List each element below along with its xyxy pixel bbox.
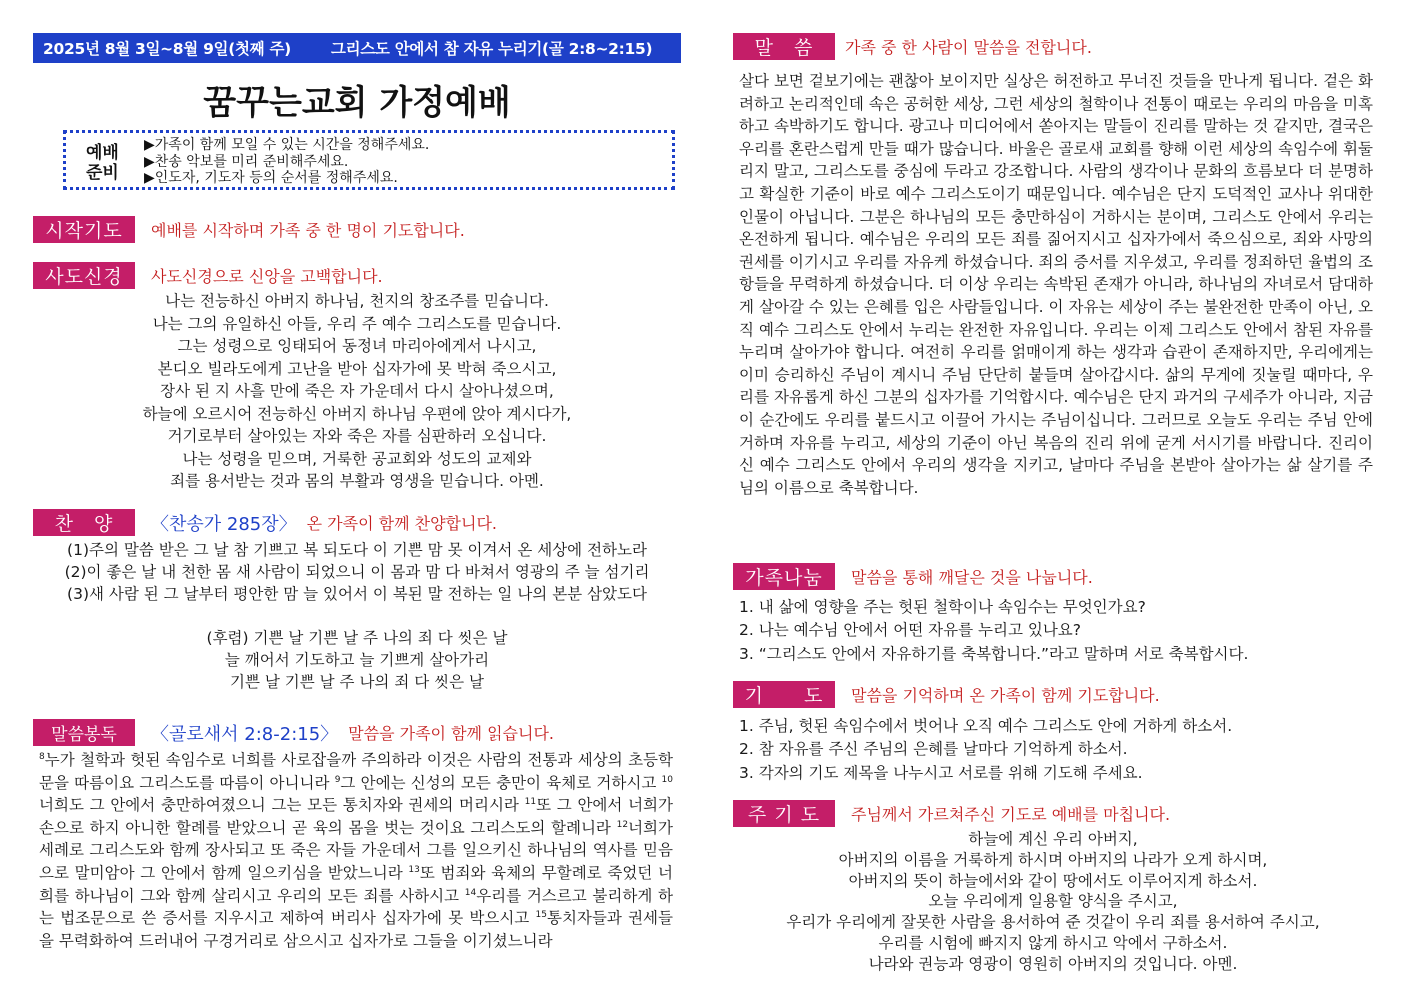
hymn-section — [33, 509, 497, 536]
creed-line: 나는 그의 유일하신 아들, 우리 주 예수 그리스도를 믿습니다. — [152, 314, 562, 333]
date-range: 2025년 8월 3일~8월 9일(첫째 주) — [43, 40, 291, 58]
verse-number: 10 — [661, 774, 673, 785]
prayer-desc: 말씀을 기억하며 온 가족이 함께 기도합니다. — [851, 686, 1160, 705]
page-title: 꿈꾸는교회 가정예배 — [203, 83, 511, 123]
lords-prayer-label: 주 기 도 — [733, 800, 835, 827]
sermon-text: 살다 보면 겉보기에는 괜찮아 보이지만 실상은 허전하고 무너진 것들을 만나게 됩니다. 겉은 화려하고 논리적인데 속은 공허한 세상, 그런 세상의 철학이나 전통이 때로는 우리의 마음을 미혹하고 속박하기도 합니다. 광고나 미디어에서 쏟아지는 말들이 진리를 말하는 것 같지만, 결국은 우리를 혼란스럽게 만들 때가 많습니다. 바울은 골로새 교회를 향해 이런 세상의 속임수에 휘둘리지 말고, 그리스도를 중심에 두라고 강조합니다. 사람의 생각이나 문화의 흐름보다 더 분명하고 확실한 기준이 바로 예수 그리스도이기 때문입니다. 예수님은 단지 도덕적인 교사나 위대한 인물이 아닙니다. 그분은 하나님의 모든 충만하심이 거하시는 분이며, 그리스도 안에서 우리는 온전하게 됩니다. 예수님은 우리의 모든 죄를 짊어지시고 십자가에서 죽으심으로, 죄와 사망의 권세를 이기시고 우리를 자유케 하셨습니다. 죄의 증서를 지우셨고, 우리를 정죄하던 율법의 조항들을 무력하게 하셨습니다. 더 이상 우리는 속박된 존재가 아니라, 하나님의 자녀로서 담대하게 살아갈 수 있는 은혜를 입은 사람들입니다. 이 자유는 세상이 주는 불완전한 만족이 아닌, 오직 예수 그리스도 안에서 누리는 완전한 자유입니다. 우리는 이제 그리스도 안에서 참된 자유를 누리며 살아가야 합니다. 여전히 우리를 얽매이게 하는 생각과 습관이 존재하지만, 우리에게는 이미 승리하신 주님이 계시니 주님 단단히 붙들며 살아갑시다. 삶의 무게에 짓눌릴 때마다, 우리를 자유롭게 하신 그분의 십자가를 기억합시다. 예수님은 단지 과거의 구세주가 아니라, 지금 이 순간에도 우리를 붙드시고 이끌어 가시는 주님이십니다. 그러므로 오늘도 우리는 주님 안에 거하며 자유를 누리고, 세상의 기준이 아닌 복음의 진리 위에 굳게 서시기를 바랍니다. 진리이신 예수 그리스도 안에서 우리의 생각을 지키고, 날마다 주님을 본받아 살아가는 삶 살기를 주님의 이름으로 축복합니다. — [739, 72, 1373, 497]
hymn-chorus — [33, 627, 681, 693]
prayer-item: 2. 참 자유를 주신 주님의 은혜를 날마다 기억하게 하소서. — [739, 740, 1128, 759]
verse-text: 너희도 그 안에서 충만하여졌으니 그는 모든 통치자와 권세의 머리시라 — [39, 796, 525, 815]
chorus-line: 기쁜 날 기쁜 날 주 나의 죄 다 씻은 날 — [230, 673, 484, 691]
reading-desc: 말씀을 가족이 함께 읽습니다. — [348, 724, 554, 743]
opening-prayer-desc: 예배를 시작하며 가족 중 한 명이 기도합니다. — [151, 221, 465, 240]
hymn-desc: 온 가족이 함께 찬양합니다. — [306, 514, 498, 533]
hymn-verse: (2)이 좋은 날 내 천한 몸 새 사람이 되었으니 이 몸과 맘 다 바쳐서 영광의 주 늘 섬기리 — [64, 563, 650, 581]
creed-line: 거기로부터 살아있는 자와 죽은 자를 심판하러 오십니다. — [167, 427, 547, 445]
reading-ref: 〈골로새서 2:8-2:15〉 — [151, 723, 339, 745]
prayer-label: 기 도 — [733, 681, 835, 708]
lords-prayer-line: 아버지의 뜻이 하늘에서와 같이 땅에서도 이루어지게 하소서. — [848, 871, 1258, 890]
lords-prayer-line: 아버지의 이름을 거룩하게 하시며 아버지의 나라가 오게 하시며, — [838, 850, 1268, 869]
prep-box — [63, 130, 675, 190]
lords-prayer-line: 우리를 시험에 빠지지 않게 하시고 악에서 구하소서. — [878, 933, 1228, 952]
reading-section — [33, 719, 554, 746]
prep-list — [144, 137, 429, 187]
creed-desc: 사도신경으로 신앙을 고백합니다. — [151, 267, 383, 286]
prep-item: ▶찬송 악보를 미리 준비해주세요. — [144, 153, 349, 170]
prayer-list — [739, 715, 1232, 785]
hymn-verse: (1)주의 말씀 받은 그 날 참 기쁘고 복 되도다 이 기쁜 맘 못 이겨서 온 세상에 전하노라 — [67, 541, 647, 559]
prayer-section — [733, 681, 1160, 708]
verse-text: 또 범죄와 육체의 무할례로 죽었던 너희를 하나님이 그와 함께 살리시고 우리의 모든 죄를 사하시고 — [39, 863, 673, 905]
verse-text: 통치자들과 권세들을 무력화하여 드러내어 구경거리로 삼으시고 십자가로 그들을 이기셨느니라 — [39, 909, 673, 950]
header-bar — [33, 33, 681, 63]
opening-prayer-section — [33, 216, 465, 243]
verse-number: 8 — [39, 752, 45, 762]
creed-line: 나는 전능하신 아버지 하나님, 천지의 창조주를 믿습니다. — [165, 292, 549, 310]
sharing-desc: 말씀을 통해 깨달은 것을 나눕니다. — [851, 568, 1093, 587]
sharing-label: 가족나눔 — [733, 563, 835, 590]
hymn-verse: (3)새 사람 된 그 날부터 평안한 맘 늘 있어서 이 복된 말 전하는 일 나의 본분 삼았도다 — [67, 585, 647, 603]
creed-line: 그는 성령으로 잉태되어 동정녀 마리아에게서 나시고, — [177, 337, 537, 355]
hymn-verses — [33, 539, 681, 605]
creed-text — [33, 290, 681, 493]
creed-label: 사도신경 — [33, 262, 135, 289]
lords-prayer-line: 우리가 우리에게 잘못한 사람을 용서하여 준 것같이 우리 죄를 용서하여 주시고, — [786, 913, 1320, 932]
verse-number: 14 — [464, 887, 477, 898]
sharing-list — [739, 596, 1248, 666]
hymn-ref: 〈찬송가 285장〉 — [151, 513, 297, 535]
verse-text: 누가 철학과 헛된 속임수로 너희를 사로잡을까 주의하라 이것은 사람의 전통과 세상의 초등학문을 따름이요 그리스도를 따름이 아니니라 — [39, 751, 673, 792]
scripture-text — [39, 749, 673, 952]
hymn-label: 찬 양 — [33, 509, 135, 536]
lords-prayer-desc: 주님께서 가르쳐주신 기도로 예배를 마칩니다. — [851, 805, 1171, 824]
sermon-label: 말 씀 — [733, 33, 835, 60]
opening-prayer-label: 시작기도 — [33, 216, 135, 243]
sharing-section — [733, 563, 1093, 590]
prayer-item: 1. 주님, 헛된 속임수에서 벗어나 오직 예수 그리스도 안에 거하게 하소서. — [739, 717, 1233, 735]
prep-label-line2: 준비 — [86, 163, 119, 183]
creed-line: 하늘에 오르시어 전능하신 아버지 하나님 우편에 앉아 계시다가, — [142, 404, 572, 423]
lords-prayer-line: 하늘에 계신 우리 아버지, — [968, 830, 1138, 848]
lords-prayer-section — [733, 800, 1170, 827]
prep-item: ▶가족이 함께 모일 수 있는 시간을 정해주세요. — [144, 137, 430, 153]
prayer-item: 3. 각자의 기도 제목을 나누시고 서로를 위해 기도해 주세요. — [739, 763, 1143, 782]
weekly-theme: 그리스도 안에서 참 자유 누리기(골 2:8~2:15) — [330, 40, 653, 58]
prep-item: ▶인도자, 기도자 등의 순서를 정해주세요. — [144, 170, 398, 186]
verse-text: 너희가 세례로 그리스도와 함께 장사되고 또 죽은 자들 가운데서 그를 일으키신 하나님의 역사를 믿음으로 말미암아 그 안에서 함께 일으키심을 받았느니라 — [39, 818, 673, 882]
prep-label — [86, 143, 119, 183]
lords-prayer-line: 나라와 권능과 영광이 영원히 아버지의 것입니다. 아멘. — [868, 954, 1238, 973]
sermon-desc: 가족 중 한 사람이 말씀을 전합니다. — [845, 38, 1092, 57]
sharing-item: 1. 내 삶에 영향을 주는 헛된 철학이나 속임수는 무엇인가요? — [739, 598, 1146, 616]
verse-text: 그 안에는 신성의 모든 충만이 육체로 거하시고 — [340, 773, 662, 792]
creed-line: 죄를 용서받는 것과 몸의 부활과 영생을 믿습니다. 아멘. — [170, 472, 544, 490]
verse-number: 13 — [408, 864, 420, 875]
creed-section — [33, 262, 383, 289]
verse-text: 또 그 안에서 너희가 손으로 하지 아니한 할례를 받았으니 곧 육의 몸을 벗는 것이요 그리스도의 할례니라 — [39, 796, 673, 837]
lords-prayer-text — [733, 829, 1373, 975]
sharing-item: 3. “그리스도 안에서 자유하기를 축복합니다.”라고 말하며 서로 축복합시다. — [739, 644, 1249, 663]
creed-line: 본디오 빌라도에게 고난을 받아 십자가에 못 박혀 죽으시고, — [157, 359, 557, 378]
prep-label-line1: 예배 — [86, 143, 119, 163]
sermon-section — [733, 33, 1092, 60]
sharing-item: 2. 나는 예수님 안에서 어떤 자유를 누리고 있나요? — [739, 621, 1081, 640]
creed-line: 나는 성령을 믿으며, 거룩한 공교회와 성도의 교제와 — [182, 449, 532, 468]
verse-number: 9 — [334, 774, 341, 785]
verse-text: 우리를 거스르고 불리하게 하는 법조문으로 쓴 증서를 지우시고 제하여 버리사 십자가에 못 박으시고 — [39, 886, 673, 928]
lords-prayer-line: 오늘 우리에게 일용할 양식을 주시고, — [928, 892, 1178, 911]
chorus-line: 늘 깨어서 기도하고 늘 기쁘게 살아가리 — [224, 651, 490, 669]
verse-number: 11 — [524, 797, 537, 808]
creed-line: 장사 된 지 사흘 만에 죽은 자 가운데서 다시 살아나셨으며, — [160, 382, 554, 400]
reading-label: 말씀봉독 — [33, 719, 135, 746]
chorus-line: (후렴) 기쁜 날 기쁜 날 주 나의 죄 다 씻은 날 — [206, 629, 508, 647]
verse-number: 15 — [535, 910, 547, 921]
verse-number: 12 — [616, 819, 629, 830]
